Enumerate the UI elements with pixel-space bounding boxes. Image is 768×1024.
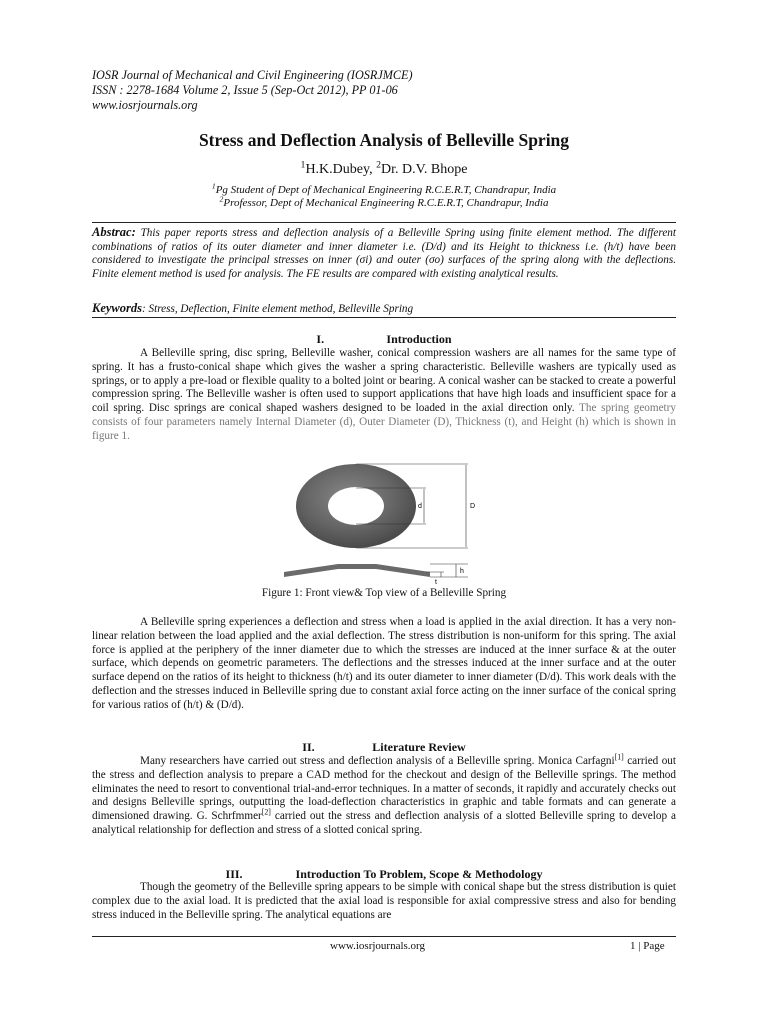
keywords-label: Keywords xyxy=(92,301,142,315)
abstract-text: This paper reports stress and deflection analysis of a Belleville Spring using finite element method. The different combinations of ratios of its outer diameter and inner diameter i.e. (D/d) and its Height to thickness i.e. (h/t) have been considered to investigate the principal stresses on inner (σi) and outer (σo) surfaces of the spring along with the deflections. Finite element method is used for analysis. The FE results are compared with existing analytical results. xyxy=(92,227,676,280)
paper-title: Stress and Deflection Analysis of Belleville Spring xyxy=(198,130,570,150)
affiliation-1 xyxy=(92,181,676,197)
belleville-spring-figure xyxy=(276,460,496,588)
lit-text-1: Many researchers have carried out stress and deflection analysis of a Belleville spring. Monica Carfagni xyxy=(140,755,615,767)
footer-rule xyxy=(92,936,676,937)
journal-name: IOSR Journal of Mechanical and Civil Engineering (IOSRJMCE) xyxy=(92,68,413,82)
inner-hole xyxy=(328,487,384,525)
journal-url[interactable]: www.iosrjournals.org xyxy=(92,98,198,112)
section-1-number: I. xyxy=(316,332,325,346)
affiliation-2-sup: 2 xyxy=(219,194,224,204)
ref-1: [1] xyxy=(614,752,624,762)
label-D: D xyxy=(470,503,476,510)
section-2-title: Literature Review xyxy=(372,740,466,754)
keywords-text: : Stress, Deflection, Finite element method, Belleville Spring xyxy=(142,303,414,315)
section-2-number: II. xyxy=(302,740,315,754)
figure-caption: Figure 1: Front view& Top view of a Belleville Spring xyxy=(261,587,507,599)
keywords xyxy=(92,301,676,316)
literature-paragraph xyxy=(92,752,676,838)
intro-paragraph-2: A Belleville spring experiences a deflection and stress when a load is applied in the axial direction. It has a very non-linear relation between the load applied and the axial deflection. The stress distribution is non-uniform for this spring. The axial force is applied at the periphery of the inner diameter due to which the stresses are induced at the inner surface & at the outer surface, which depends on geometric parameters. The deflections and the stresses induced at the inner surface and at the outer surface depend on the ratios of its height to thickness (h/t) and its outer diameter to inner diameter (D/d). This work deals with the deflection and the stresses induced in Belleville spring due to constant axial force acting on the inner surface of the conical spring for various ratios of (h/t) & (D/d). xyxy=(92,616,676,711)
method-paragraph: Though the geometry of the Belleville spring appears to be simple with conical shape but the stress distribution is quiet complex due to the axial load. It is predicted that the axial load is responsible for axial compressive stress and also for bending stress induced in the Belleville spring. The analytical equations are xyxy=(92,881,676,921)
section-3-heading xyxy=(92,867,676,882)
intro-p1-text: A Belleville spring, disc spring, Belleville washer, conical compression washers are all names for the same type of spring. It has a frusto-conical shape which gives the washer a spring characteristic. Belleville washers are typically used as springs, or to apply a pre-load or flexible quality to a bolted joint or bearing. A conical washer can be stacked to create a powerful compression spring. The Belleville washer is often used to support applications that have high loads and insufficient space for a coil spring. Disc springs are conical shaped washers designed to be loaded in the axial direction only. xyxy=(92,347,676,415)
abstract-label: Abstrac: xyxy=(92,225,136,239)
ref-2: [2] xyxy=(261,807,271,817)
label-h: h xyxy=(460,568,464,575)
section-1-title: Introduction xyxy=(386,332,452,346)
intro-paragraph-1 xyxy=(92,347,676,444)
section-3-title: Introduction To Problem, Scope & Methodology xyxy=(295,867,543,881)
affiliation-2-text: Professor, Dept of Mechanical Engineering R.C.E.R.T, Chandrapur, India xyxy=(223,197,549,209)
affiliation-2 xyxy=(92,194,676,210)
section-3-number: III. xyxy=(225,867,243,881)
abstract xyxy=(92,226,676,281)
front-view-cone xyxy=(284,564,430,577)
page-number: 1 | Page xyxy=(630,940,665,952)
footer-url[interactable]: www.iosrjournals.org xyxy=(330,940,426,952)
affiliation-1-text: Pg Student of Dept of Mechanical Engineering R.C.E.R.T, Chandrapur, India xyxy=(215,184,557,196)
label-t: t xyxy=(435,579,437,586)
lit-text-3: carried out the stress and deflection analysis of a slotted Belleville spring to develop a analytical relationship for deflection and stress of a slotted conical spring. xyxy=(92,810,676,836)
author2: Dr. D.V. Bhope xyxy=(380,162,468,177)
section-2-heading xyxy=(92,740,676,755)
journal-header xyxy=(92,68,682,113)
author2-sup: 2 xyxy=(376,159,381,171)
affiliations xyxy=(92,181,676,210)
affiliation-1-sup: 1 xyxy=(211,181,216,191)
issn-line: ISSN : 2278-1684 Volume 2, Issue 5 (Sep-Oct 2012), PP 01-06 xyxy=(92,83,398,97)
author1: H.K.Dubey, xyxy=(305,162,377,177)
section-1-heading xyxy=(92,332,676,347)
lit-text-2: carried out the stress and deflection analysis to prepare a CAD method for the checkout and design of the Belleville springs. The method eliminates the need to resort to conventional trial-and-error techniques. In a matter of seconds, it rapidly and accurately checks out and designs Belleville springs, outputting the load-deflection characteristics in graphic and table formats and can generate a dimensioned drawing. G. Schrfmmer xyxy=(92,755,676,823)
intro-p1-gray-text: The spring geometry consists of four parameters namely Internal Diameter (d), Outer Diameter (D), Thickness (t), and Height (h) which is shown in figure 1. xyxy=(92,402,676,442)
label-d: d xyxy=(418,503,422,510)
author1-sup: 1 xyxy=(300,159,306,171)
authors xyxy=(92,159,676,178)
